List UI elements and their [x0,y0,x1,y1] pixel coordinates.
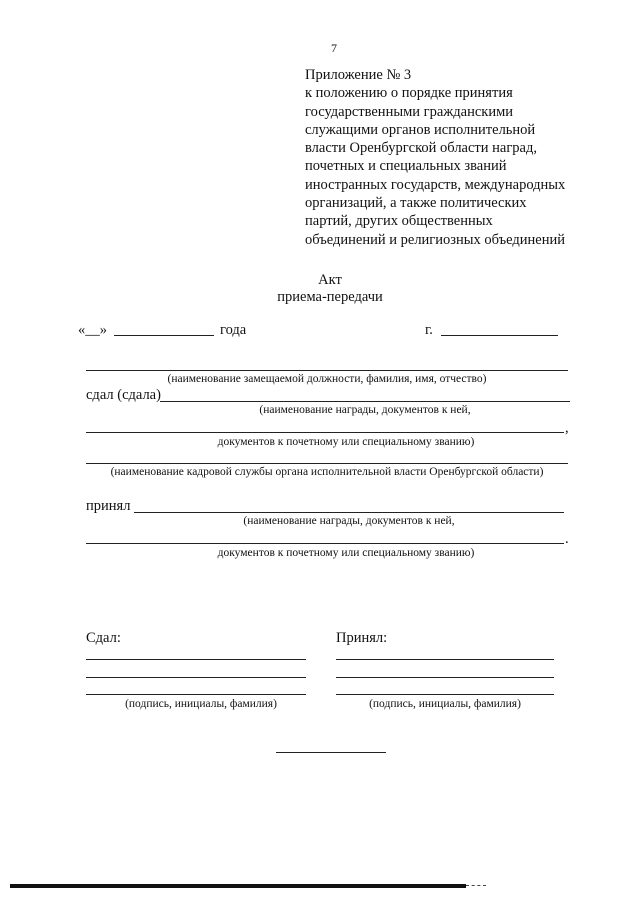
award-line[interactable] [86,543,564,544]
position-line[interactable] [86,370,568,371]
hr-service-caption: (наименование кадровой службы органа исполнительной власти Оренбургской области) [110,466,544,478]
appendix-line: почетных и специальных званий [305,158,507,175]
date-day: «__» [78,322,107,338]
appendix-line: к положению о порядке принятия [305,85,513,102]
received-line[interactable] [134,512,564,513]
appendix-line: власти Оренбургской области наград, [305,140,537,157]
city-line[interactable] [441,335,558,336]
hr-service-line[interactable] [86,463,568,464]
signature-handed-line[interactable] [86,694,306,695]
act-subtitle: приема-передачи [277,289,383,305]
award-line[interactable] [86,432,564,433]
award-caption: документов к почетному или специальному званию) [217,547,475,559]
appendix-line: государственными гражданскими [305,103,514,120]
end-divider [276,752,386,753]
signature-handed-line[interactable] [86,677,306,678]
award-caption: документов к почетному или специальному званию) [217,436,475,448]
appendix-line: объединений и религиозных объединений [305,231,565,248]
signature-handed-title: Сдал: [86,630,121,646]
comma-mark: , [565,420,569,436]
appendix-line: партий, других общественных [305,213,493,230]
scan-footer-dash [466,885,486,886]
appendix-title: Приложение № 3 [305,67,412,83]
date-year-label: года [220,322,247,338]
act-title: Акт [318,272,342,288]
appendix-line: иностранных государств, международных [305,176,566,193]
appendix-line: организаций, а также политических [305,195,527,212]
appendix-line: служащими органов исполнительной [305,121,536,138]
award-caption: (наименование награды, документов к ней, [259,404,471,416]
signature-received-line[interactable] [336,677,554,678]
signature-received-line[interactable] [336,659,554,660]
handed-line[interactable] [160,401,570,402]
signature-received-title: Принял: [336,630,388,646]
page-number: 7 [331,41,337,55]
date-month-line[interactable] [114,335,214,336]
signature-handed-caption: (подпись, инициалы, фамилия) [125,698,277,710]
period-mark: . [565,531,569,547]
signature-received-line[interactable] [336,694,554,695]
appendix-header [305,66,565,249]
position-caption: (наименование замещаемой должности, фамилия, имя, отчество) [167,373,487,385]
scan-footer-bar [10,884,466,888]
city-label: г. [425,322,433,338]
received-label: принял [86,498,131,514]
signature-received-caption: (подпись, инициалы, фамилия) [369,698,521,710]
handed-label: сдал (сдала) [86,387,161,403]
signature-handed-line[interactable] [86,659,306,660]
award-caption: (наименование награды, документов к ней, [243,515,455,527]
